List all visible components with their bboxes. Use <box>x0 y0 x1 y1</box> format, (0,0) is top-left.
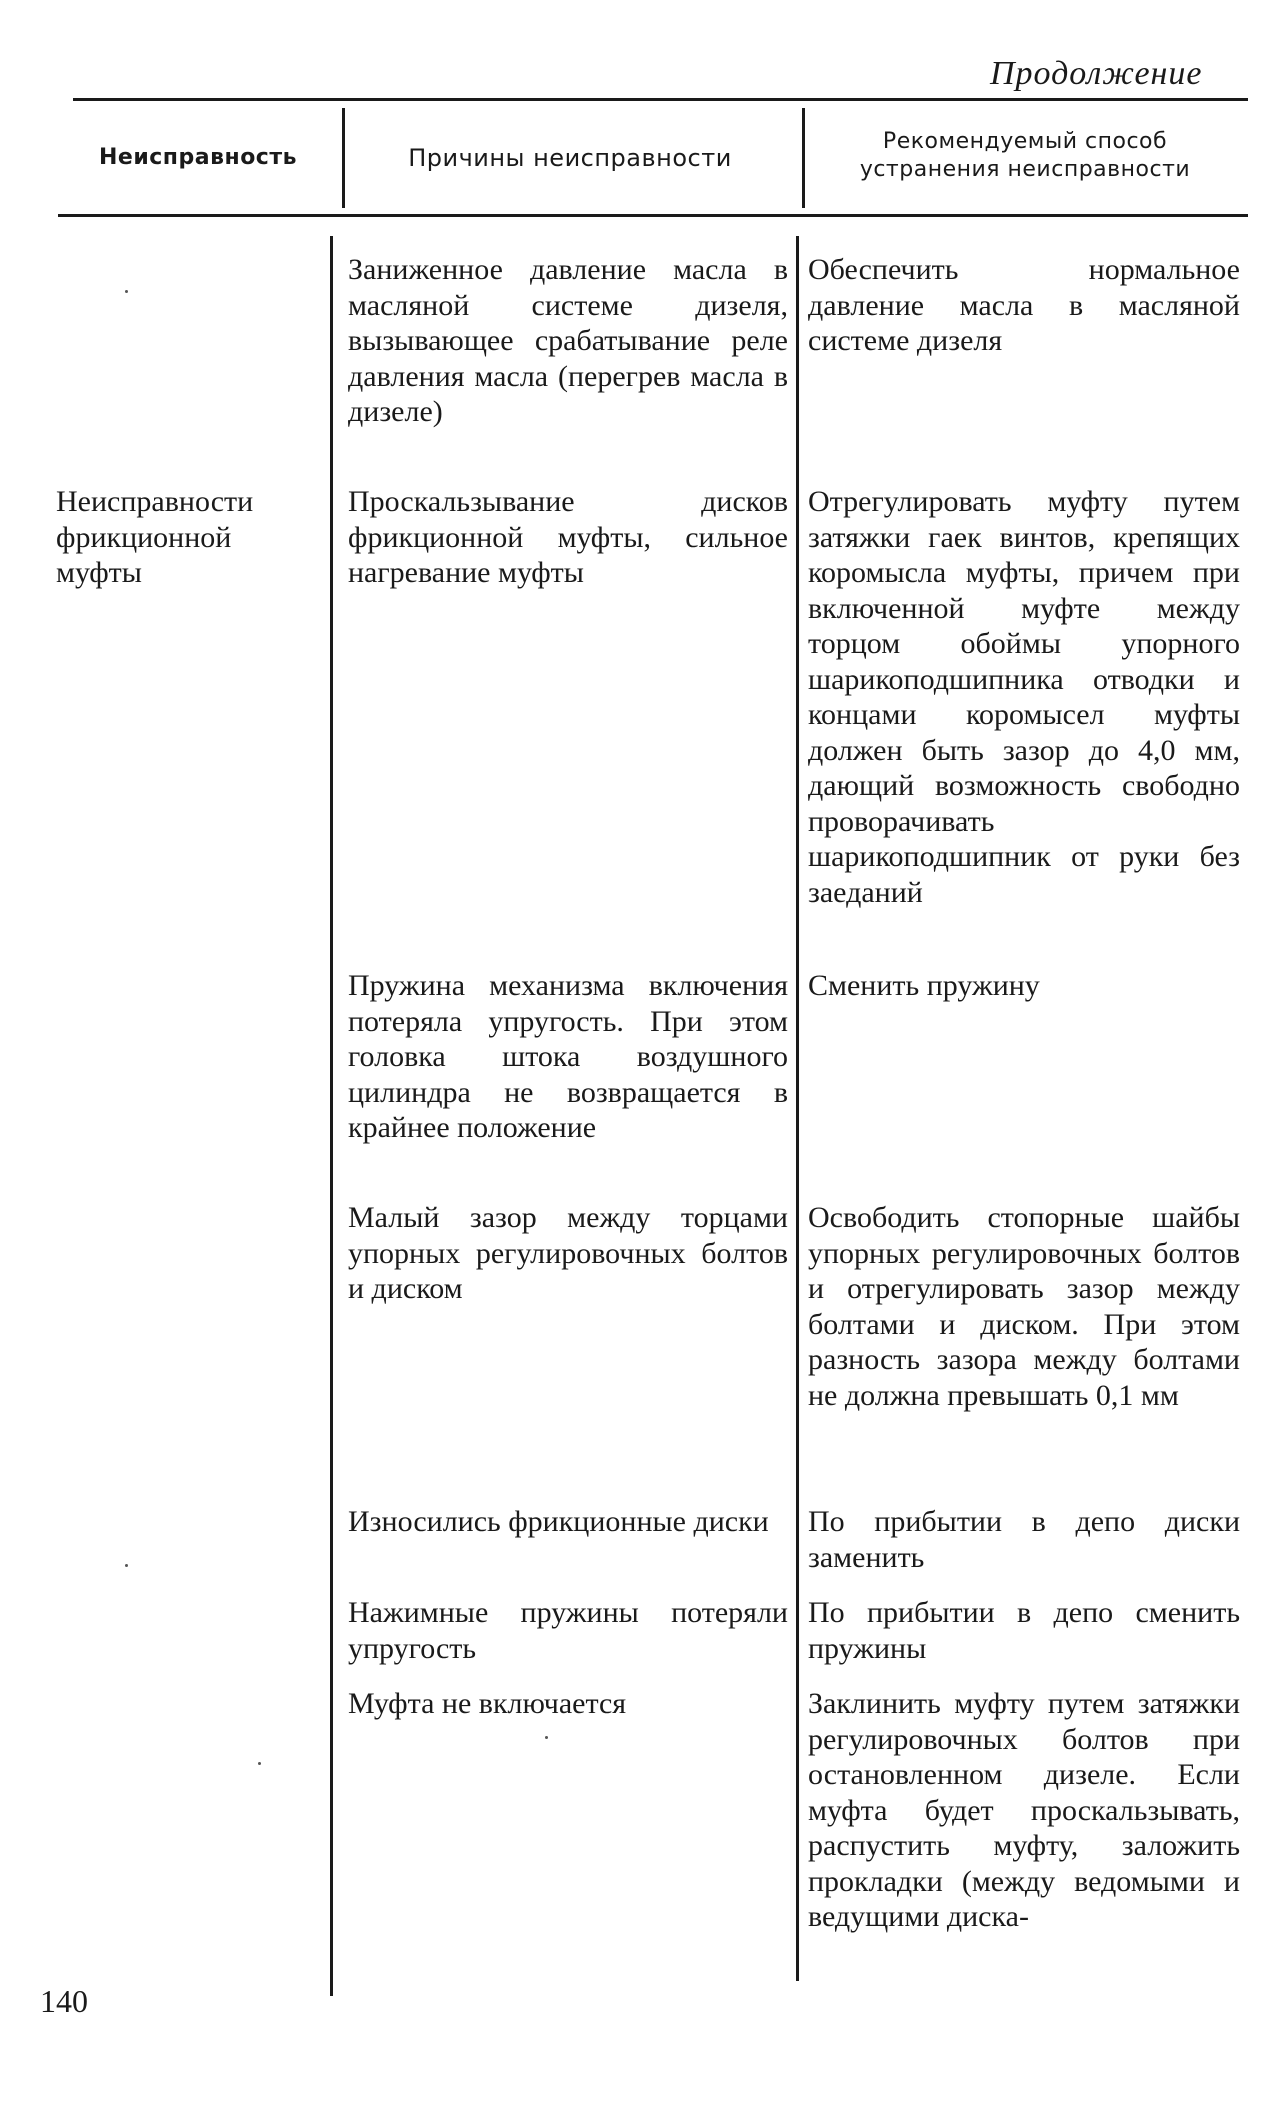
table-top-rule <box>73 98 1248 101</box>
column-header-remedy: Рекомендуемый способ устранения неисправности <box>859 129 1191 182</box>
table-row-2-fault: Неисправности фрикционной муфты <box>56 485 254 589</box>
table-row-3-cause: Пружина механизма включения потеряла упругость. При этом головка штока воздушного цилиндра не возвращается в крайнее положение <box>348 969 788 1144</box>
table-row-7-remedy: Заклинить муфту путем затяжки регулировочных болтов при остановленном дизеле. Если муфта будет проскальзывать, распустить муфту, заложить прокладки (между ведомыми и ведущими диска- <box>808 1687 1240 1933</box>
table-row-6-cause: Нажимные пружины потеряли упругость <box>348 1596 788 1665</box>
table-header-rule <box>58 214 1248 217</box>
column-header-cause: Причины неисправности <box>408 144 732 172</box>
table-row-5-remedy: По прибытии в депо диски заменить <box>808 1505 1240 1574</box>
table-row-2-remedy: Отрегулировать муфту путем затяжки гаек винтов, крепящих коромысла муфты, причем при включенной муфте между торцом обоймы упорного шарикоподшипника отводки и концами коромысел муфты должен быть зазор до 4,0 мм, дающий возможность свободно проворачивать шарикоподшипник от руки без заеданий <box>808 485 1240 909</box>
header-column-divider-2 <box>802 108 805 208</box>
column-header-fault: Неисправность <box>98 145 298 170</box>
scan-speck <box>545 1736 548 1739</box>
table-row-1-remedy: Обеспечить нормальное давление масла в масляной системе дизеля <box>808 253 1240 357</box>
scan-speck <box>125 1564 128 1567</box>
table-row-3-remedy: Сменить пружину <box>808 969 1040 1002</box>
page-number: 140 <box>40 1983 88 2019</box>
table-row-6-remedy: По прибытии в депо сменить пружины <box>808 1596 1240 1665</box>
table-row-4-cause: Малый зазор между торцами упорных регулировочных болтов и диском <box>348 1201 788 1305</box>
body-column-divider-1 <box>330 236 333 1996</box>
table-row-4-remedy: Освободить стопорные шайбы упорных регулировочных болтов и отрегулировать зазор между болтами и диском. При этом разность зазора между болтами не должна превышать 0,1 мм <box>808 1201 1240 1412</box>
table-row-2-cause: Проскальзывание дисков фрикционной муфты, сильное нагревание муфты <box>348 485 788 589</box>
scan-speck <box>125 290 128 293</box>
body-column-divider-2 <box>796 236 799 1981</box>
scan-speck <box>258 1762 261 1765</box>
table-row-5-cause: Износились фрикционные диски <box>348 1505 769 1538</box>
header-column-divider-1 <box>342 108 345 208</box>
table-row-1-cause: Заниженное давление масла в масляной системе дизеля, вызывающее срабатывание реле давления масла (перегрев масла в дизеле) <box>348 253 788 428</box>
table-row-7-cause: Муфта не включается <box>348 1687 627 1720</box>
continuation-label: Продолжение <box>990 55 1203 92</box>
